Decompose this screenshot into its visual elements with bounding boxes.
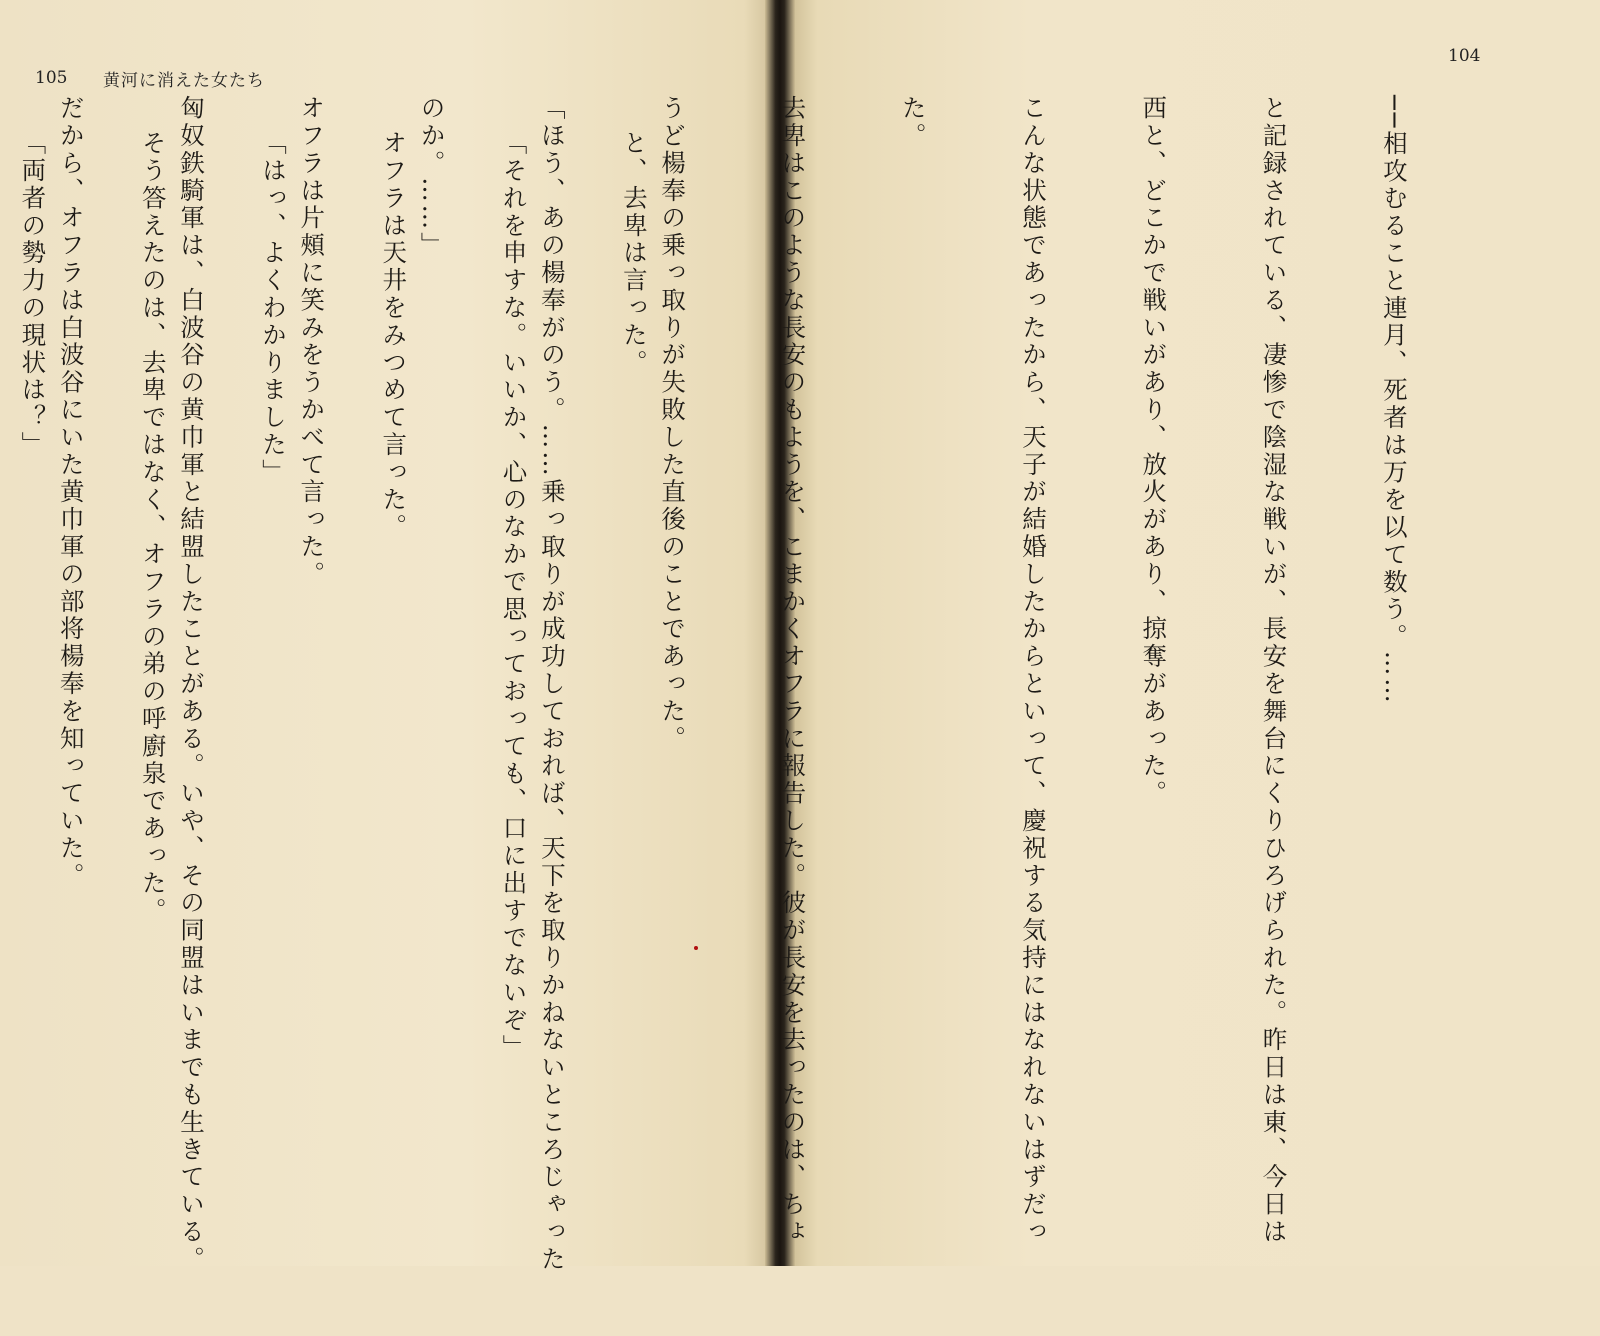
text-line: オフラは片頰に笑みをうかべて言った。	[297, 95, 327, 589]
right-page-number: 104	[1448, 46, 1481, 66]
text-line: 「両者の勢力の現状は？」	[18, 130, 48, 459]
text-line: のか。……」	[417, 95, 447, 260]
text-line: た。	[898, 95, 928, 150]
text-line: だから、オフラは白波谷にいた黄巾軍の部将楊奉を知っていた。	[56, 95, 86, 890]
text-line: 「それを申すな。いいか、心のなかで思っておっても、口に出すでないぞ」	[499, 130, 529, 1062]
left-page-text	[18, 130, 734, 1250]
text-line: 西と、どこかで戦いがあり、放火があり、掠奪があった。	[1139, 95, 1169, 808]
text-line: と記録されている、凄惨で陰湿な戦いが、長安を舞台にくりひろげられた。昨日は東、今日は	[1259, 95, 1289, 1246]
left-page-number: 105	[35, 68, 68, 88]
text-line: オフラは天井をみつめて言った。	[379, 130, 409, 541]
text-line: うど楊奉の乗っ取りが失敗した直後のことであった。	[658, 95, 688, 753]
text-line: 「はっ、よくわかりました」	[258, 130, 288, 487]
text-line: こんな状態であったから、天子が結婚したからといって、慶祝する気持にはなれないはずだっ	[1018, 95, 1048, 1246]
text-line: 「ほう、あの楊奉がのう。……乗っ取りが成功しておれば、天下を取りかねないところじゃった	[537, 95, 567, 1274]
running-title: 黄河に消えた女たち	[103, 71, 265, 91]
text-line: ──相攻むること連月、死者は万を以て数う。……	[1379, 95, 1409, 706]
text-line: そう答えたのは、去卑ではなく、オフラの弟の呼廚泉であった。	[138, 130, 168, 925]
text-line: 匈奴鉄騎軍は、白波谷の黄巾軍と結盟したことがある。いや、その同盟はいまでも生きている。	[177, 95, 206, 1274]
text-line: 去卑はこのような長安のもようを、こまかくオフラに報告した。彼が長安を去ったのは、ちょ	[778, 95, 808, 1246]
ink-speck	[694, 946, 698, 950]
text-line: と、去卑は言った。	[619, 130, 649, 377]
